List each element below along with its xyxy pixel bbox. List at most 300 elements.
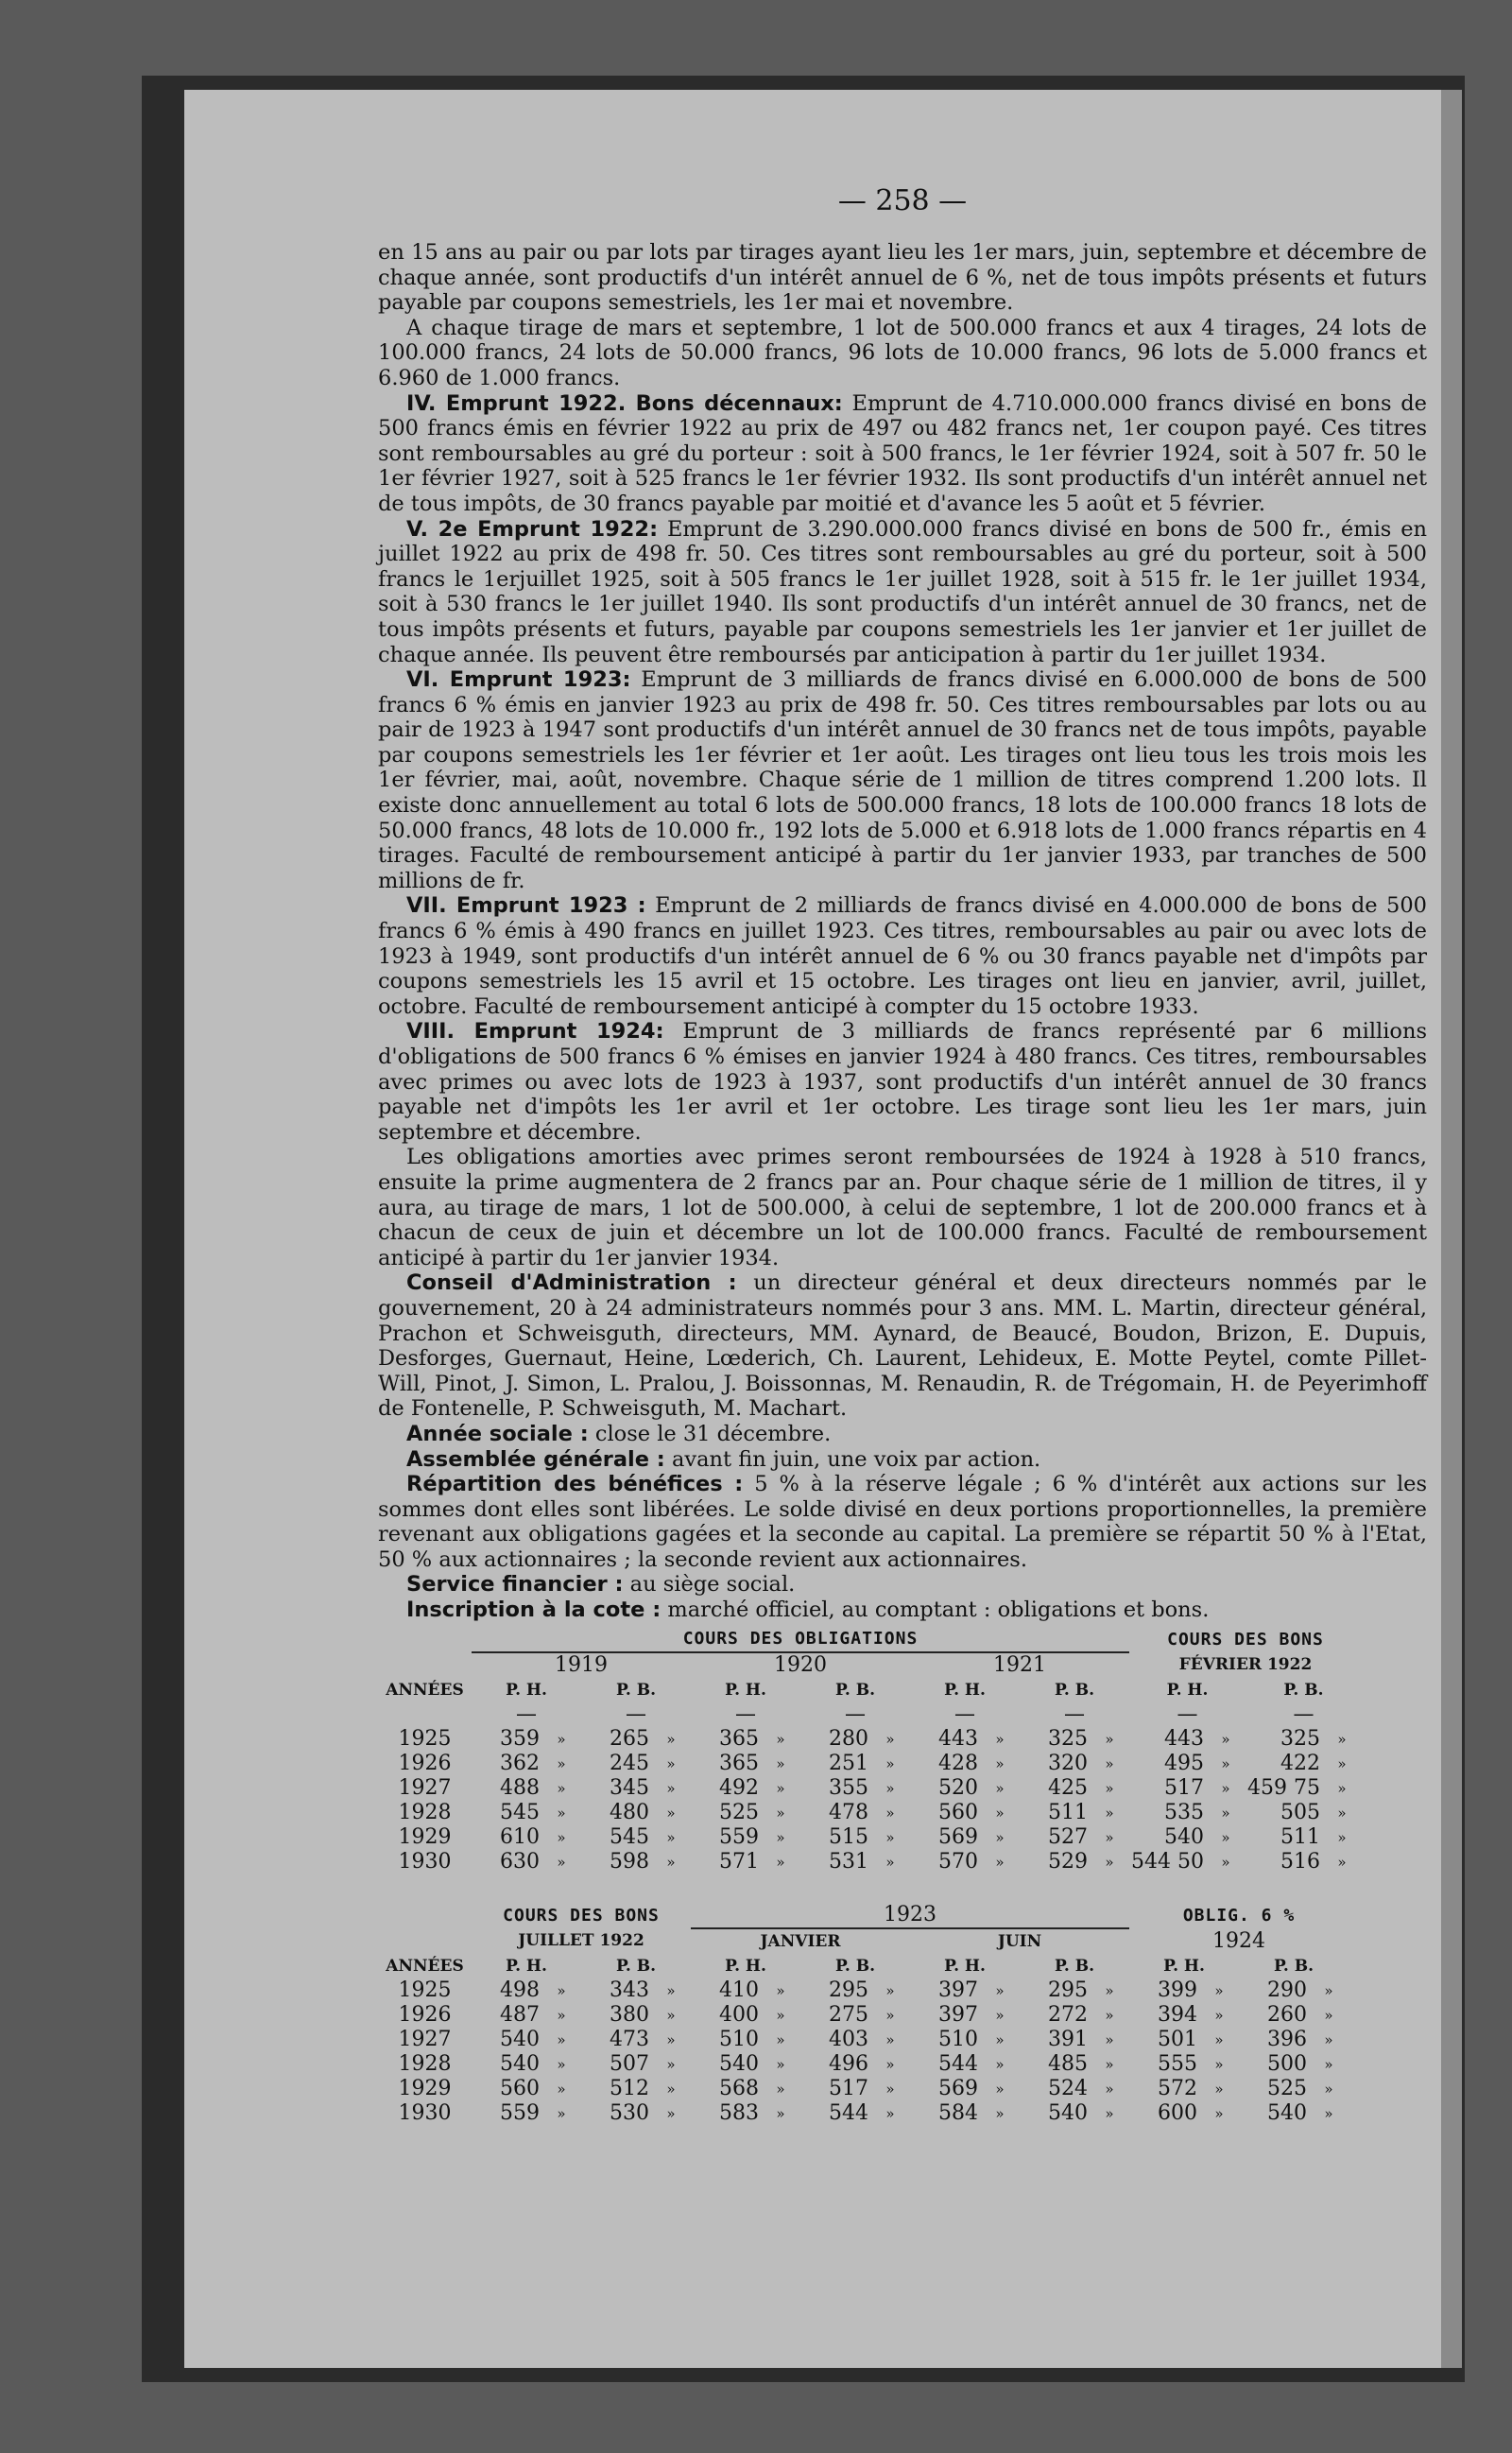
col-header-ph: P. H. <box>1163 1956 1205 1976</box>
row-year: 1927 <box>398 1776 452 1801</box>
price-value: 397 <box>938 2003 978 2028</box>
ditto-mark: » <box>995 1828 1005 1846</box>
price-value: 569 <box>938 1825 978 1850</box>
paragraph <box>378 1447 1427 1473</box>
price-value: 400 <box>719 2003 759 2028</box>
ditto-mark: » <box>666 1981 676 1999</box>
price-value: 515 <box>829 1825 868 1850</box>
price-value: 530 <box>610 2101 649 2126</box>
ditto-mark: » <box>557 2080 566 2098</box>
ditto-mark: » <box>1221 1828 1230 1846</box>
table-row <box>378 2052 1349 2077</box>
paragraph-heading: VIII. Emprunt 1924: <box>406 1019 664 1045</box>
page-content <box>378 184 1427 2126</box>
table-row <box>378 2003 1349 2028</box>
paragraph-text: Emprunt de 3 milliards de francs divisé en 6.000.000 de bons de 500 francs 6 % émis en janvier 1923 au prix de 498 fr. 50. Ces titres remboursables par lots ou au pair de 1923 à 1947 sont productifs d'un intérêt annuel de 30 francs net de tous impôts, payable par coupons semestriels les 1er février et 1er août. Les tirages ont lieu tous les trois mois les 1er février, mai, août, novembre. Chaque série de 1 million de titres comprend 1.200 lots. Il existe donc annuellement au total 6 lots de 500.000 francs, 18 lots de 100.000 francs 18 lots de 50.000 francs, 48 lots de 10.000 fr., 192 lots de 5.000 et 6.918 lots de 1.000 francs répartis en 4 tirages. Faculté de remboursement anticipé à partir du 1er janvier 1933, par tranches de 500 millions de fr. <box>378 667 1427 893</box>
ditto-mark: » <box>1337 1754 1347 1772</box>
ditto-mark: » <box>995 1754 1005 1772</box>
ditto-mark: » <box>776 2006 785 2024</box>
price-value: 320 <box>1048 1752 1088 1776</box>
price-value: 272 <box>1048 2003 1088 2028</box>
ditto-mark: » <box>1105 2030 1114 2048</box>
price-value: 345 <box>610 1776 649 1801</box>
table1-group-1920: 1920 <box>691 1652 910 1678</box>
price-value: 362 <box>500 1752 540 1776</box>
col-header-pb: P. B. <box>1054 1680 1095 1700</box>
paragraph <box>378 391 1427 517</box>
price-value: 428 <box>938 1752 978 1776</box>
price-value: 600 <box>1158 2101 1197 2126</box>
header-dash: — <box>954 1702 975 1727</box>
row-year: 1925 <box>398 1978 452 2003</box>
paragraph-text: A chaque tirage de mars et septembre, 1 lot de 500.000 francs et aux 4 tirages, 24 lots de 100.000 francs, 24 lots de 50.000 francs, 96 lots de 10.000 francs, 96 lots de 5.000 francs et 6.960 de 1.000 francs. <box>378 315 1427 390</box>
col-header-ph: P. H. <box>944 1956 986 1976</box>
paragraph-text: marché officiel, au comptant : obligations et bons. <box>661 1598 1210 1623</box>
ditto-mark: » <box>666 2080 676 2098</box>
price-value: 544 <box>938 2052 978 2077</box>
price-value: 343 <box>610 1978 649 2003</box>
paragraph <box>378 1422 1427 1447</box>
ditto-mark: » <box>885 2006 895 2024</box>
paragraph <box>378 667 1427 893</box>
price-value: 365 <box>719 1752 759 1776</box>
ditto-mark: » <box>557 2006 566 2024</box>
paragraph <box>378 316 1427 391</box>
price-value: 511 <box>1048 1801 1088 1825</box>
price-value: 510 <box>719 2028 759 2052</box>
ditto-mark: » <box>557 1754 566 1772</box>
col-header-pb: P. B. <box>615 1680 657 1700</box>
header-dash: — <box>845 1702 866 1727</box>
price-value: 610 <box>500 1825 540 1850</box>
paragraph-heading: Inscription à la cote : <box>406 1598 662 1623</box>
price-value: 583 <box>719 2101 759 2126</box>
table-row <box>378 1727 1362 1752</box>
ditto-mark: » <box>1337 1853 1347 1871</box>
paragraph <box>378 1019 1427 1145</box>
table-row <box>378 2101 1349 2126</box>
ditto-mark: » <box>666 1779 676 1797</box>
price-value: 630 <box>500 1850 540 1874</box>
ditto-mark: » <box>776 1779 785 1797</box>
paragraph <box>378 1472 1427 1572</box>
ditto-mark: » <box>885 2030 895 2048</box>
ditto-mark: » <box>1214 2030 1224 2048</box>
page-number: — 258 — <box>837 184 968 217</box>
paper-edge <box>1441 90 1462 2368</box>
ditto-mark: » <box>995 2080 1005 2098</box>
price-value: 540 <box>1163 1825 1204 1850</box>
row-year: 1925 <box>398 1727 452 1752</box>
price-table-obligations <box>378 1627 1362 1874</box>
ditto-mark: » <box>1337 1828 1347 1846</box>
ditto-mark: » <box>1105 1853 1114 1871</box>
price-value: 531 <box>829 1850 868 1874</box>
price-value: 527 <box>1048 1825 1088 1850</box>
price-value: 365 <box>719 1727 759 1752</box>
paragraph <box>378 517 1427 668</box>
paragraph-text: avant fin juin, une voix par action. <box>664 1446 1041 1472</box>
price-value: 325 <box>1280 1727 1320 1752</box>
price-value: 260 <box>1267 2003 1307 2028</box>
col-header-pb: P. B. <box>615 1956 657 1976</box>
ditto-mark: » <box>557 1730 566 1748</box>
paragraph-heading: Année sociale : <box>406 1421 589 1446</box>
price-value: 525 <box>1267 2077 1307 2101</box>
price-value: 394 <box>1158 2003 1197 2028</box>
ditto-mark: » <box>995 1981 1005 1999</box>
ditto-mark: » <box>885 1804 895 1822</box>
price-value: 568 <box>719 2077 759 2101</box>
price-value: 251 <box>829 1752 868 1776</box>
table1-title-right: COURS DES BONS <box>1167 1629 1324 1650</box>
price-value: 544 50 <box>1131 1850 1204 1874</box>
price-value: 505 <box>1280 1801 1320 1825</box>
table-row <box>378 2028 1349 2052</box>
col-header-ph: P. H. <box>725 1956 766 1976</box>
price-value: 495 <box>1163 1752 1204 1776</box>
col-header-ph: P. H. <box>944 1680 986 1700</box>
price-value: 245 <box>610 1752 649 1776</box>
ditto-mark: » <box>666 1730 676 1748</box>
paragraph-text: Emprunt de 2 milliards de francs divisé en 4.000.000 de bons de 500 francs 6 % émis à 490 francs en juillet 1923. Ces titres, remboursables au pair ou avec lots de 1923 à 1949, sont productifs d'un intérêt annuel de 6 % ou 30 francs payable net d'impôts par coupons semestriels les 15 avril et 15 octobre. Les tirages ont lieu en janvier, avril, juillet, octobre. Faculté de remboursement anticipé à compter du 15 octobre 1933. <box>378 893 1427 1019</box>
table-row <box>378 1825 1362 1850</box>
price-value: 520 <box>938 1776 978 1801</box>
ditto-mark: » <box>557 1828 566 1846</box>
ditto-mark: » <box>557 2104 566 2122</box>
table2-group-juin: JUIN <box>910 1928 1129 1954</box>
paragraph <box>378 1598 1427 1623</box>
ditto-mark: » <box>1324 2055 1333 2073</box>
ditto-mark: » <box>995 2055 1005 2073</box>
paragraph-text: en 15 ans au pair ou par lots par tirages ayant lieu les 1er mars, juin, septembre et décembre de chaque année, sont productifs d'un intérêt annuel de 6 %, net de tous impôts présents et futurs payable par coupons semestriels, les 1er mai et novembre. <box>378 240 1427 316</box>
paragraph-text: un directeur général et deux directeurs nommés par le gouvernement, 20 à 24 administrateurs nommés pour 3 ans. MM. L. Martin, directeur général, Prachon et Schweisguth, directeurs, MM. Aynard, de Beaucé, Boudon, Brizon, E. Dupuis, Desforges, Guernaut, Heine, Lœderich, Ch. Laurent, Lehideux, E. Motte Peytel, comte Pillet-Will, Pinot, J. Simon, L. Pralou, J. Boissonnas, M. Renaudin, R. de Trégomain, H. de Peyerimhoff de Fontenelle, P. Schweisguth, M. Machart. <box>378 1270 1427 1422</box>
ditto-mark: » <box>1221 1804 1230 1822</box>
row-label-annees: ANNÉES <box>386 1956 464 1976</box>
ditto-mark: » <box>557 2055 566 2073</box>
price-value: 555 <box>1158 2052 1197 2077</box>
paragraph-text: 5 % à la réserve légale ; 6 % d'intérêt aux actions sur les sommes dont elles sont libérées. Le solde divisé en deux portions proportionnelles, la première revenant aux obligations gagées et la seconde au capital. La première se répartit 50 % à l'Etat, 50 % aux actionnaires ; la seconde revient aux actionnaires. <box>378 1472 1427 1572</box>
price-value: 275 <box>829 2003 868 2028</box>
ditto-mark: » <box>1105 1779 1114 1797</box>
col-header-ph: P. H. <box>1166 1680 1209 1700</box>
paragraph-text: Les obligations amorties avec primes seront remboursées de 1924 à 1928 à 510 francs, ensuite la prime augmentera de 2 francs par an. Pour chaque série de 1 million de titres, il y aura, au tirage de mars, 1 lot de 500.000, à celui de septembre, 1 lot de 200.000 francs et à chacun de ceux de juin et décembre un lot de 100.000 francs. Faculté de remboursement anticipé à partir du 1er janvier 1934. <box>378 1145 1427 1270</box>
price-value: 507 <box>610 2052 649 2077</box>
row-year: 1926 <box>398 2003 452 2028</box>
price-value: 529 <box>1048 1850 1088 1874</box>
row-year: 1927 <box>398 2028 452 2052</box>
price-value: 545 <box>610 1825 649 1850</box>
ditto-mark: » <box>1324 2080 1333 2098</box>
ditto-mark: » <box>1221 1730 1230 1748</box>
header-dash: — <box>1177 1702 1198 1727</box>
ditto-mark: » <box>995 1779 1005 1797</box>
ditto-mark: » <box>1105 1754 1114 1772</box>
ditto-mark: » <box>885 2104 895 2122</box>
ditto-mark: » <box>776 2080 785 2098</box>
ditto-mark: » <box>1324 2006 1333 2024</box>
paragraph <box>378 893 1427 1019</box>
price-value: 485 <box>1048 2052 1088 2077</box>
price-value: 544 <box>829 2101 868 2126</box>
price-value: 478 <box>829 1801 868 1825</box>
ditto-mark: » <box>666 2104 676 2122</box>
col-header-ph: P. H. <box>725 1680 766 1700</box>
ditto-mark: » <box>776 1828 785 1846</box>
price-value: 540 <box>719 2052 759 2077</box>
table1-group-1919: 1919 <box>472 1652 691 1678</box>
price-value: 517 <box>829 2077 868 2101</box>
paragraph-heading: IV. Emprunt 1922. Bons décennaux: <box>406 390 843 416</box>
price-value: 501 <box>1158 2028 1197 2052</box>
paragraph <box>378 240 1427 316</box>
table1-title-right-sub: FÉVRIER 1922 <box>1178 1655 1313 1675</box>
price-value: 480 <box>610 1801 649 1825</box>
paragraph <box>378 1270 1427 1422</box>
col-header-pb: P. B. <box>1054 1956 1095 1976</box>
table2-group-janvier: JANVIER <box>691 1928 910 1954</box>
ditto-mark: » <box>1221 1754 1230 1772</box>
ditto-mark: » <box>885 2080 895 2098</box>
ditto-mark: » <box>1324 1981 1333 1999</box>
row-label-annees: ANNÉES <box>386 1680 464 1700</box>
row-year: 1930 <box>398 1850 452 1874</box>
ditto-mark: » <box>885 1981 895 1999</box>
price-value: 359 <box>500 1727 540 1752</box>
table-row <box>378 1776 1362 1801</box>
ditto-mark: » <box>885 2055 895 2073</box>
price-value: 295 <box>829 1978 868 2003</box>
ditto-mark: » <box>1324 2104 1333 2122</box>
price-value: 517 <box>1163 1776 1204 1801</box>
price-value: 572 <box>1158 2077 1197 2101</box>
ditto-mark: » <box>995 2006 1005 2024</box>
paragraph-text: close le 31 décembre. <box>588 1421 832 1446</box>
ditto-mark: » <box>1105 1828 1114 1846</box>
table1-title-left: COURS DES OBLIGATIONS <box>682 1629 919 1650</box>
price-value: 487 <box>500 2003 540 2028</box>
price-value: 510 <box>938 2028 978 2052</box>
table-row <box>378 1850 1362 1874</box>
col-header-pb: P. B. <box>834 1680 876 1700</box>
price-value: 399 <box>1158 1978 1197 2003</box>
ditto-mark: » <box>666 2055 676 2073</box>
table-row <box>378 1752 1362 1776</box>
header-dash: — <box>626 1702 646 1727</box>
ditto-mark: » <box>1337 1730 1347 1748</box>
price-value: 265 <box>610 1727 649 1752</box>
paragraph-heading: V. 2e Emprunt 1922: <box>406 516 659 542</box>
ditto-mark: » <box>1105 1730 1114 1748</box>
price-value: 540 <box>500 2052 540 2077</box>
ditto-mark: » <box>666 1804 676 1822</box>
ditto-mark: » <box>1214 2006 1224 2024</box>
row-year: 1930 <box>398 2101 452 2126</box>
price-value: 380 <box>610 2003 649 2028</box>
header-dash: — <box>1064 1702 1085 1727</box>
price-value: 488 <box>500 1776 540 1801</box>
paragraph-text: Emprunt de 4.710.000.000 francs divisé en bons de 500 francs émis en février 1922 au prix de 497 ou 482 francs net, 1er coupon payé. Ces titres sont remboursables au gré du porteur : soit à 500 francs, le 1er février 1924, soit à 507 fr. 50 le 1er février 1927, soit à 525 francs le 1er février 1932. Ils sont productifs d'un intérêt annuel net de tous impôts, de 30 francs payable par moitié et d'avance les 5 août et 5 février. <box>378 390 1427 516</box>
ditto-mark: » <box>1337 1804 1347 1822</box>
ditto-mark: » <box>1214 2104 1224 2122</box>
price-value: 598 <box>610 1850 649 1874</box>
ditto-mark: » <box>776 1804 785 1822</box>
price-value: 560 <box>500 2077 540 2101</box>
header-dash: — <box>1293 1702 1314 1727</box>
paragraph-heading: Conseil d'Administration : <box>406 1270 737 1296</box>
price-value: 391 <box>1048 2028 1088 2052</box>
ditto-mark: » <box>557 1779 566 1797</box>
ditto-mark: » <box>885 1853 895 1871</box>
ditto-mark: » <box>995 1853 1005 1871</box>
row-year: 1928 <box>398 1801 452 1825</box>
paragraph-heading: Assemblée générale : <box>406 1446 665 1472</box>
ditto-mark: » <box>1105 2055 1114 2073</box>
price-value: 425 <box>1048 1776 1088 1801</box>
row-year: 1928 <box>398 2052 452 2077</box>
table2-title-left-sub: JUILLET 1922 <box>518 1931 644 1951</box>
price-value: 535 <box>1163 1801 1204 1825</box>
row-year: 1929 <box>398 2077 452 2101</box>
ditto-mark: » <box>1337 1779 1347 1797</box>
price-value: 525 <box>719 1801 759 1825</box>
price-value: 443 <box>938 1727 978 1752</box>
ditto-mark: » <box>557 2030 566 2048</box>
price-value: 280 <box>829 1727 868 1752</box>
ditto-mark: » <box>1214 2080 1224 2098</box>
ditto-mark: » <box>776 1730 785 1748</box>
ditto-mark: » <box>1105 2104 1114 2122</box>
col-header-pb: P. B. <box>1273 1956 1314 1976</box>
paragraph-text: Emprunt de 3.290.000.000 francs divisé en bons de 500 fr., émis en juillet 1922 au prix de 498 fr. 50. Ces titres sont remboursables au gré du porteur, soit à 500 francs le 1erjuillet 1925, soit à 505 francs le 1er juillet 1928, soit à 515 fr. le 1er juillet 1934, soit à 530 francs le 1er juillet 1940. Ils sont productifs d'un intérêt annuel de 30 francs, net de tous impôts présents et futurs, payable par coupons semestriels les 1er janvier et 1er juillet de chaque année. Ils peuvent être remboursés par anticipation à partir du 1er juillet 1934. <box>378 516 1428 667</box>
ditto-mark: » <box>776 2055 785 2073</box>
price-value: 473 <box>610 2028 649 2052</box>
paragraph-heading: Service financier : <box>406 1572 624 1598</box>
ditto-mark: » <box>995 2030 1005 2048</box>
ditto-mark: » <box>666 1828 676 1846</box>
ditto-mark: » <box>557 1804 566 1822</box>
table-row <box>378 1978 1349 2003</box>
col-header-ph: P. H. <box>506 1680 547 1700</box>
ditto-mark: » <box>776 2104 785 2122</box>
ditto-mark: » <box>1105 2080 1114 2098</box>
ditto-mark: » <box>1221 1853 1230 1871</box>
ditto-mark: » <box>776 1853 785 1871</box>
ditto-mark: » <box>666 2006 676 2024</box>
ditto-mark: » <box>885 1779 895 1797</box>
ditto-mark: » <box>1105 1981 1114 1999</box>
price-value: 410 <box>719 1978 759 2003</box>
paragraph-text: au siège social. <box>623 1572 796 1598</box>
ditto-mark: » <box>776 1981 785 1999</box>
body-text <box>378 240 1427 1623</box>
price-value: 559 <box>719 1825 759 1850</box>
price-value: 570 <box>938 1850 978 1874</box>
paragraph-heading: Répartition des bénéfices : <box>406 1472 744 1497</box>
table2-title-right-sub: 1924 <box>1212 1928 1265 1953</box>
ditto-mark: » <box>557 1853 566 1871</box>
ditto-mark: » <box>885 1754 895 1772</box>
price-value: 355 <box>829 1776 868 1801</box>
price-value: 492 <box>719 1776 759 1801</box>
col-header-pb: P. B. <box>834 1956 876 1976</box>
price-value: 511 <box>1280 1825 1320 1850</box>
ditto-mark: » <box>995 1730 1005 1748</box>
price-value: 524 <box>1048 2077 1088 2101</box>
header-dash: — <box>516 1702 537 1727</box>
price-value: 540 <box>1267 2101 1307 2126</box>
table-row <box>378 1801 1362 1825</box>
price-value: 290 <box>1267 1978 1307 2003</box>
price-value: 545 <box>500 1801 540 1825</box>
ditto-mark: » <box>995 2104 1005 2122</box>
ditto-mark: » <box>666 1754 676 1772</box>
ditto-mark: » <box>776 1754 785 1772</box>
price-value: 403 <box>829 2028 868 2052</box>
ditto-mark: » <box>557 1981 566 1999</box>
ditto-mark: » <box>885 1828 895 1846</box>
price-value: 325 <box>1048 1727 1088 1752</box>
ditto-mark: » <box>1214 2055 1224 2073</box>
price-value: 540 <box>1048 2101 1088 2126</box>
price-value: 569 <box>938 2077 978 2101</box>
price-table-bonds <box>378 1903 1349 2126</box>
table1-group-1921: 1921 <box>910 1652 1129 1678</box>
paragraph <box>378 1145 1427 1270</box>
price-value: 397 <box>938 1978 978 2003</box>
paragraph <box>378 1572 1427 1598</box>
table2-title-right: OBLIG. 6 % <box>1182 1905 1296 1926</box>
table2-title-left: COURS DES BONS <box>503 1905 660 1926</box>
price-value: 443 <box>1163 1727 1204 1752</box>
paragraph-heading: VI. Emprunt 1923: <box>406 667 631 693</box>
price-value: 584 <box>938 2101 978 2126</box>
price-value: 571 <box>719 1850 759 1874</box>
table2-year-1923: 1923 <box>884 1903 936 1927</box>
ditto-mark: » <box>885 1730 895 1748</box>
price-value: 498 <box>500 1978 540 2003</box>
price-value: 496 <box>829 2052 868 2077</box>
price-value: 295 <box>1048 1978 1088 2003</box>
paragraph-heading: VII. Emprunt 1923 : <box>406 893 646 919</box>
price-value: 540 <box>500 2028 540 2052</box>
row-year: 1926 <box>398 1752 452 1776</box>
row-year: 1929 <box>398 1825 452 1850</box>
price-value: 512 <box>610 2077 649 2101</box>
ditto-mark: » <box>1324 2030 1333 2048</box>
ditto-mark: » <box>1221 1779 1230 1797</box>
ditto-mark: » <box>1105 1804 1114 1822</box>
price-value: 459 75 <box>1246 1776 1320 1801</box>
table-row <box>378 2077 1349 2101</box>
ditto-mark: » <box>776 2030 785 2048</box>
ditto-mark: » <box>1105 2006 1114 2024</box>
paragraph-text: Emprunt de 3 milliards de francs représenté par 6 millions d'obligations de 500 francs 6 % émises en janvier 1924 à 480 francs. Ces titres, remboursables avec primes ou avec lots de 1923 à 1937, sont productifs d'un intérêt annuel de 30 francs payable net d'impôts les 1er avril et 1er octobre. Les tirage sont lieu les 1er mars, juin septembre et décembre. <box>378 1019 1427 1145</box>
ditto-mark: » <box>666 1853 676 1871</box>
header-dash: — <box>735 1702 756 1727</box>
price-value: 559 <box>500 2101 540 2126</box>
col-header-pb: P. B. <box>1283 1680 1324 1700</box>
price-value: 422 <box>1280 1752 1320 1776</box>
ditto-mark: » <box>666 2030 676 2048</box>
price-value: 500 <box>1267 2052 1307 2077</box>
price-value: 516 <box>1280 1850 1320 1874</box>
ditto-mark: » <box>1214 1981 1224 1999</box>
col-header-ph: P. H. <box>506 1956 547 1976</box>
spacer <box>378 1702 472 1727</box>
price-value: 396 <box>1267 2028 1307 2052</box>
ditto-mark: » <box>995 1804 1005 1822</box>
